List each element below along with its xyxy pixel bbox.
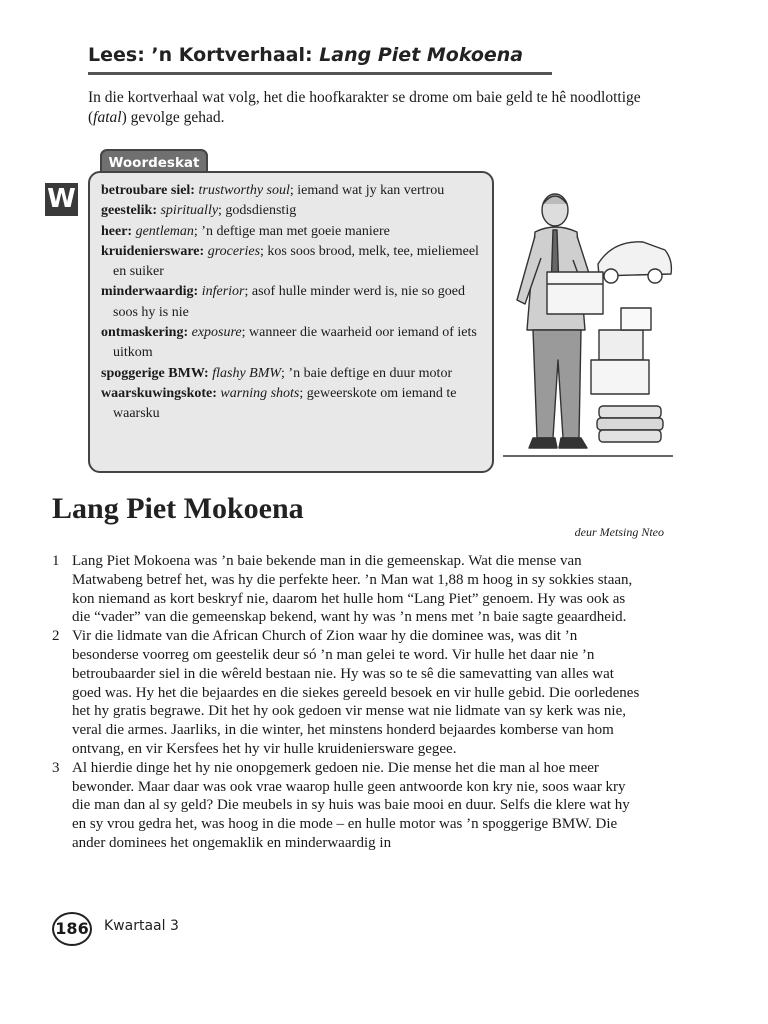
vocab-definition: ; ’n deftige man met goeie maniere [193,223,390,239]
intro-text [88,88,678,128]
vocab-translation: gentleman [135,223,194,239]
vocab-entry [101,282,482,323]
man-shoes [529,438,587,448]
story-paragraph [52,552,642,627]
vocab-translation: warning shots [220,385,300,401]
intro-before: In die kortverhaal wat volg, het die hoofkarakter se drome om baie geld te hê noodlottige ( [88,89,641,126]
page-number: 186 [52,912,92,946]
section-heading [88,44,523,66]
vocab-term: spoggerige BMW: [101,365,209,381]
vocab-term: minderwaardig: [101,284,199,300]
vocab-definition: ; iemand wat jy kan vertrou [289,183,445,198]
vocab-entry [101,181,482,201]
man-trousers [533,330,581,438]
vocab-translation: inferior [201,284,245,300]
vocab-entry [101,201,482,221]
vocab-term: ontmaskering: [101,325,189,341]
vocab-translation: trustworthy soul [198,183,290,198]
vocab-entry [101,323,482,364]
vocab-term: betroubare siel: [101,183,195,198]
paragraph-number: 3 [52,759,60,776]
footer-label: Kwartaal 3 [104,918,179,934]
story-paragraph [52,627,642,759]
paragraph-text: Vir die lidmate van die African Church of Zion waar hy die dominee was, was dit ’n besonderse voorreg om geestelik deur só ’n man gelei te word. Vir hulle het daar nie ’n betroubaarder siel in die wêreld bestaan nie. Hy was so te sê die samevatting van alles wat goed was. Hy het die bejaardes en die siekes gereeld besoek en vir hulle gebid. Die oorledenes het hy gratis begrawe. Dit het hy ook gedoen vir mense wat nie lidmate van sy kerk was nie, veral die armes. Jaarliks, in die winter, het minstens honderd bejaardes komberse van hom ontvang, en vir Kersfees het hy vir hulle kruideniersware gegee. [72,628,640,757]
intro-gloss: fatal [93,109,122,126]
story-paragraph [52,759,642,853]
vocab-term: geestelik: [101,203,157,219]
vocab-definition: ; asof hulle minder werd is, nie so goed soos hy is nie [113,284,465,320]
vocab-definition: ; ’n baie deftige en duur motor [281,365,453,381]
vocab-translation: exposure [191,325,242,341]
box-stack [599,330,643,360]
vocab-term: heer: [101,223,133,239]
vocab-definition: ; geweerskote om iemand te waarsku [113,385,457,422]
vocab-definition: ; wanneer die waarheid oor iemand of iets uitkom [113,325,477,361]
vocab-entry [101,384,482,425]
vocabulary-box [88,171,494,473]
vocab-translation: groceries [207,243,261,259]
vocab-translation: spiritually [160,203,219,219]
story-body [52,552,642,853]
man-with-groceries-illustration [503,180,673,462]
vocabulary-tab: Woordeskat [100,149,208,175]
heading-rule [88,72,552,75]
vocab-definition: ; kos soos brood, melk, tee, mieliemeel en suiker [113,243,479,280]
vocab-entry [101,364,482,384]
vocab-term: kruideniersware: [101,243,205,259]
folded-blankets [599,406,661,418]
paragraph-number: 2 [52,628,60,645]
vocab-translation: flashy BMW [212,365,282,381]
story-title: Lang Piet Mokoena [52,492,304,525]
story-author: deur Metsing Nteo [574,525,664,539]
section-heading-title: Lang Piet Mokoena [319,44,524,66]
vocabulary-badge-icon: W [45,183,78,216]
paragraph-text: Al hierdie dinge het hy nie onopgemerk gedoen nie. Die mense het die man al hoe meer bewonder. Maar daar was ook vrae waarop hulle geen antwoorde kon kry nie, soos waar kry die man dan al sy geld? Die meubels in sy huis was baie mooi en duur. Selfs die klere wat hy en sy vrou gedra het, was hoog in die mode – en hulle motor was ’n spoggerige BMW. Die ander dominees het ongemaklik en minderwaardig in [72,759,630,851]
intro-after: ) gevolge gehad. [121,109,225,126]
vocab-entry [101,242,482,283]
vocab-term: waarskuwingskote: [101,385,217,401]
vocab-definition: ; godsdienstig [218,203,297,219]
vocab-entry [101,222,482,242]
section-heading-lead: Lees: ’n Kortverhaal: [88,44,313,66]
grocery-box [547,272,603,314]
paragraph-number: 1 [52,553,60,569]
paragraph-text: Lang Piet Mokoena was ’n baie bekende man in die gemeenskap. Wat die mense van Matwabeng betref het, was hy die perfekte heer. ’n Man wat 1,88 m hoog in sy sokkies staan, kon niemand as kort beskryf nie, daarom het hulle hom “Lang Piet” genoem. Hy was ook as die “vader” van die gemeenskap bekend, want hy was ’n mens met ’n baie sagte geaardheid. [72,553,633,626]
